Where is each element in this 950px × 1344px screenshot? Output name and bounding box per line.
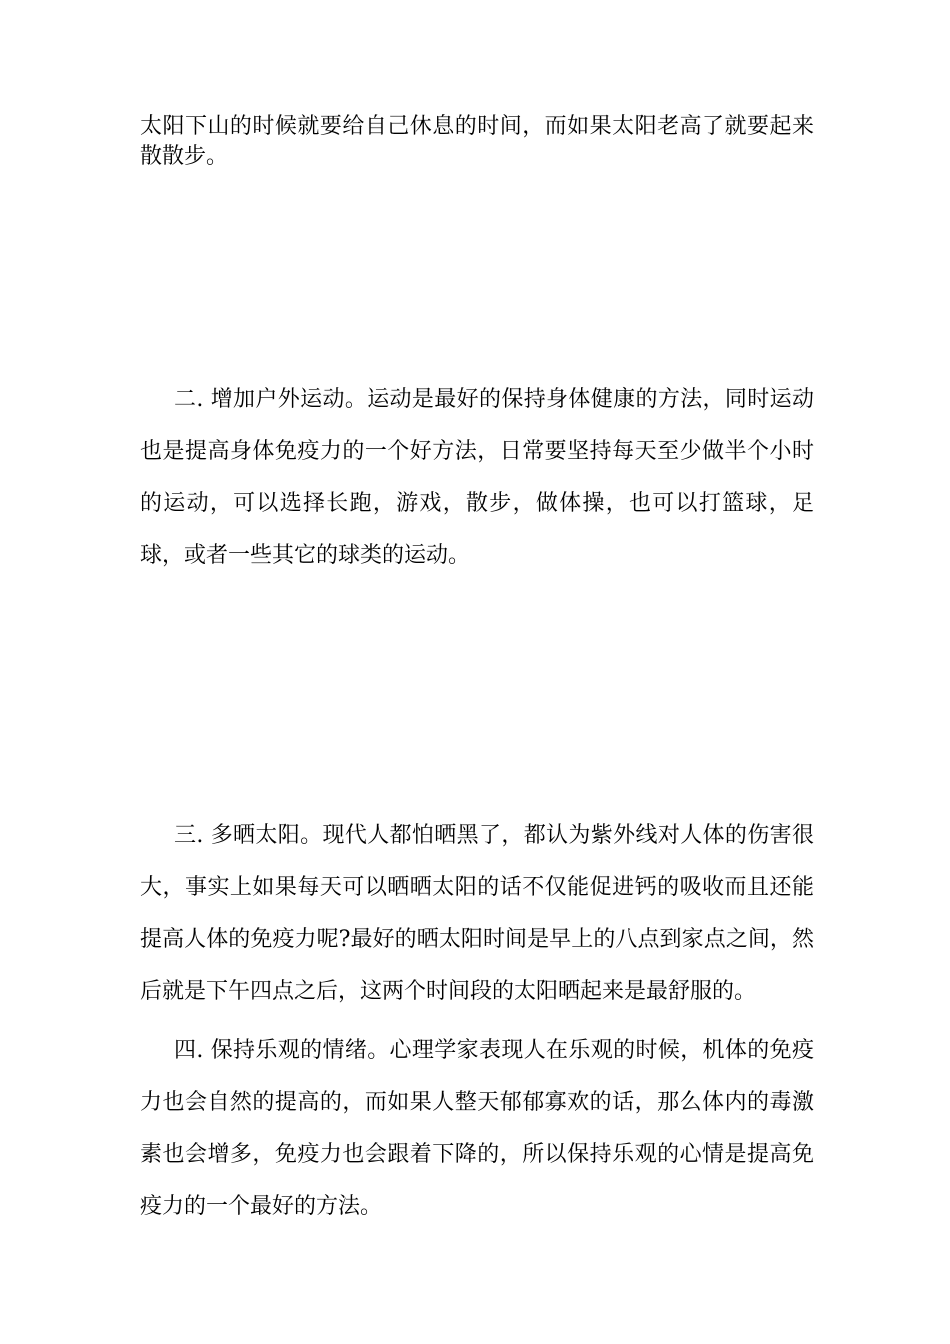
paragraph-sunbathing: 三. 多晒太阳。现代人都怕晒黑了，都认为紫外线对人体的伤害很大，事实上如果每天可以晒晒太阳的话不仅能促进钙的吸收而且还能提高人体的免疫力呢?最好的晒太阳时间是早上的八点到家点之间，然后就是下午四点之后，这两个时间段的太阳晒起来是最舒服的。 xyxy=(140,823,814,1004)
paragraph-continuation: 太阳下山的时候就要给自己休息的时间，而如果太阳老高了就要起来散散步。 xyxy=(140,114,814,169)
paragraph-outdoor-exercise: 二. 增加户外运动。运动是最好的保持身体健康的方法，同时运动也是提高身体免疫力的一个好方法，日常要坚持每天至少做半个小时的运动，可以选择长跑，游戏，散步，做体操，也可以打篮球，足球，或者一些其它的球类的运动。 xyxy=(140,387,814,568)
paragraph-optimism: 四. 保持乐观的情绪。心理学家表现人在乐观的时候，机体的免疫力也会自然的提高的，而如果人整天郁郁寡欢的话，那么体内的毒激素也会增多，免疫力也会跟着下降的，所以保持乐观的心情是提高免疫力的一个最好的方法。 xyxy=(140,1038,814,1219)
